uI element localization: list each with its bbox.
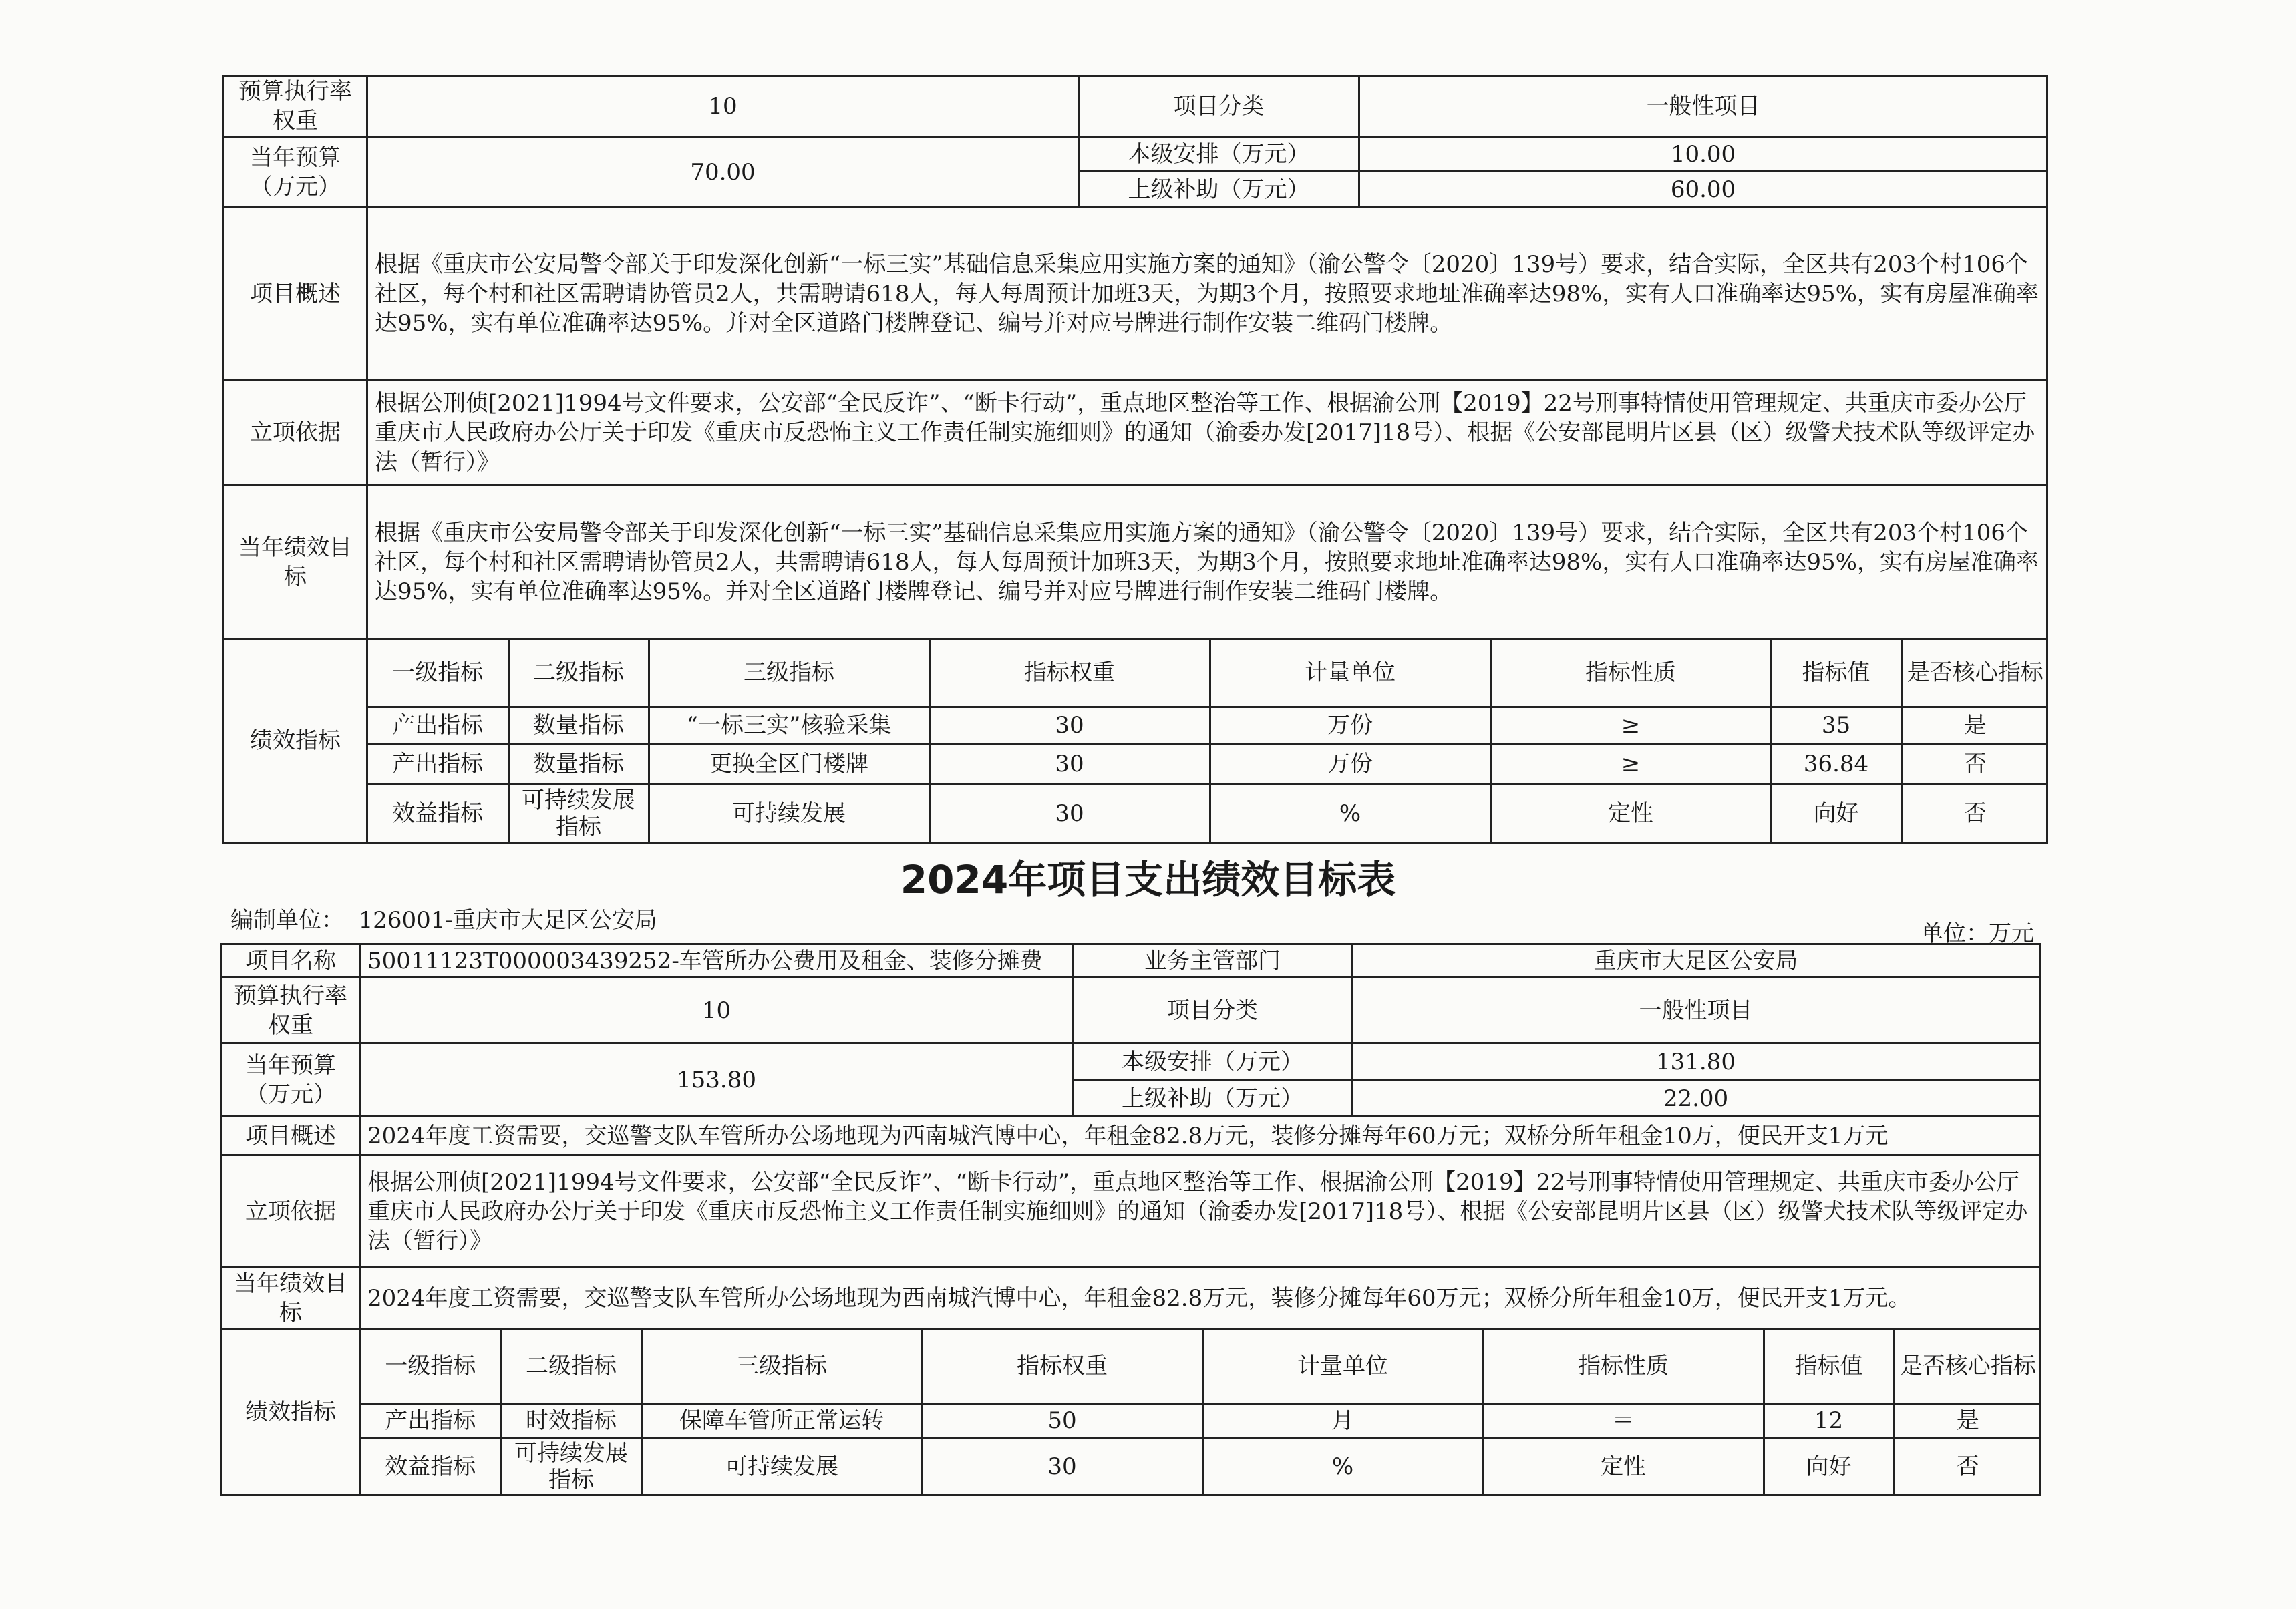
cell-nature: 定性 [1483,1438,1764,1494]
cell-level2: 可持续发展指标 [501,1438,641,1494]
project-basis-text: 根据公刑侦[2021]1994号文件要求，公安部“全民反诈”、“断卡行动”，重点地区整治等工作、根据渝公刑【2019】22号刑事特情使用管理规定、共重庆市委办公厅重庆市人民政府办公厅关于印发《重庆市反恐怖主义工作责任制实施细则》的通知（渝委办发[2017]18号）、根据《公安部昆明片区县（区）级警犬技术队等级评定办法（暂行）》 [367,380,2047,486]
project-table-2 [220,943,2041,1496]
header-level1: 一级指标 [368,640,508,707]
upper-subsidy-value: 60.00 [1359,172,2047,208]
header-weight: 指标权重 [929,640,1210,707]
project-basis-label: 立项依据 [222,1155,360,1268]
header-core: 是否核心指标 [1894,1330,2041,1403]
cell-value: 36.84 [1771,744,1901,784]
header-unit: 计量单位 [1202,1330,1483,1403]
table-row [368,707,2048,744]
local-funding-value: 131.80 [1352,1043,2040,1081]
category-value: 一般性项目 [1352,978,2040,1043]
header-level1: 一级指标 [361,1330,501,1403]
annual-budget-value: 70.00 [367,137,1079,208]
project-name-label: 项目名称 [222,944,360,978]
org-label: 编制单位： [230,907,344,934]
cell-level3: 可持续发展 [649,784,929,842]
annual-goal-label: 当年绩效目标 [222,1268,360,1329]
header-nature: 指标性质 [1483,1330,1764,1403]
category-value: 一般性项目 [1359,76,2047,137]
upper-subsidy-label: 上级补助（万元） [1074,1081,1352,1117]
budget-weight-label: 预算执行率权重 [222,978,360,1043]
table-row [368,784,2048,842]
page-title: 2024年项目支出绩效目标表 [900,857,1396,902]
local-funding-label: 本级安排（万元） [1074,1043,1352,1081]
project-name-value: 50011123T000003439252-车管所办公费用及租金、装修分摊费 [360,944,1074,978]
header-level3: 三级指标 [649,640,929,707]
indicator-grid [368,640,2048,842]
unit-label: 单位：万元 [1921,920,2034,947]
indicator-grid [361,1330,2041,1494]
cell-core: 是 [1894,1403,2041,1438]
project-table-1 [222,75,2048,844]
cell-level2: 数量指标 [508,707,649,744]
cell-level3: 可持续发展 [641,1438,922,1494]
table-row [368,744,2048,784]
cell-level3: 更换全区门楼牌 [649,744,929,784]
category-label: 项目分类 [1079,76,1359,137]
project-overview-text: 根据《重庆市公安局警令部关于印发深化创新“一标三实”基础信息采集应用实施方案的通知》（渝公警令〔2020〕139号）要求，结合实际，全区共有203个村106个社区，每个村和社区需聘请协管员2人，共需聘请618人，每人每周预计加班3天，为期3个月，按照要求地址准确率达98%，实有人口准确率达95%，实有房屋准确率达95%，实有单位准确率达95%。并对全区道路门楼牌登记、编号并对应号牌进行制作安装二维码门楼牌。 [367,208,2047,380]
cell-nature: 定性 [1490,784,1771,842]
project-overview-label: 项目概述 [224,208,367,380]
local-funding-label: 本级安排（万元） [1079,137,1359,172]
upper-subsidy-value: 22.00 [1352,1081,2040,1117]
cell-level1: 产出指标 [361,1403,501,1438]
indicator-header-row [361,1330,2041,1403]
project-basis-text: 根据公刑侦[2021]1994号文件要求，公安部“全民反诈”、“断卡行动”，重点地区整治等工作、根据渝公刑【2019】22号刑事特情使用管理规定、共重庆市委办公厅重庆市人民政府办公厅关于印发《重庆市反恐怖主义工作责任制实施细则》的通知（渝委办发[2017]18号）、根据《公安部昆明片区县（区）级警犬技术队等级评定办法（暂行）》 [360,1155,2040,1268]
org-line [230,902,657,934]
header-value: 指标值 [1764,1330,1894,1403]
table-row [361,1403,2041,1438]
header-unit: 计量单位 [1210,640,1490,707]
department-label: 业务主管部门 [1074,944,1352,978]
budget-weight-label: 预算执行率权重 [224,76,367,137]
indicators-label: 绩效指标 [222,1329,360,1495]
annual-goal-label: 当年绩效目标 [224,486,367,639]
annual-budget-label: 当年预算（万元） [222,1043,360,1117]
project-overview-label: 项目概述 [222,1117,360,1155]
cell-unit: % [1210,784,1490,842]
cell-level2: 可持续发展指标 [508,784,649,842]
budget-weight-value: 10 [360,978,1074,1043]
annual-goal-text: 根据《重庆市公安局警令部关于印发深化创新“一标三实”基础信息采集应用实施方案的通知》（渝公警令〔2020〕139号）要求，结合实际，全区共有203个村106个社区，每个村和社区需聘请协管员2人，共需聘请618人，每人每周预计加班3天，为期3个月，按照要求地址准确率达98%，实有人口准确率达95%，实有房屋准确率达95%，实有单位准确率达95%。并对全区道路门楼牌登记、编号并对应号牌进行制作安装二维码门楼牌。 [367,486,2047,639]
annual-goal-text: 2024年度工资需要，交巡警支队车管所办公场地现为西南城汽博中心，年租金82.8万元，装修分摊每年60万元；双桥分所年租金10万，便民开支1万元。 [360,1268,2040,1329]
cell-core: 否 [1901,744,2048,784]
project-overview-text: 2024年度工资需要，交巡警支队车管所办公场地现为西南城汽博中心，年租金82.8万元，装修分摊每年60万元；双桥分所年租金10万，便民开支1万元 [360,1117,2040,1155]
cell-core: 是 [1901,707,2048,744]
header-level2: 二级指标 [501,1330,641,1403]
cell-unit: 月 [1202,1403,1483,1438]
cell-level1: 效益指标 [368,784,508,842]
category-label: 项目分类 [1074,978,1352,1043]
header-level2: 二级指标 [508,640,649,707]
cell-unit: 万份 [1210,707,1490,744]
cell-value: 35 [1771,707,1901,744]
annual-budget-label: 当年预算（万元） [224,137,367,208]
cell-weight: 30 [929,707,1210,744]
cell-level2: 数量指标 [508,744,649,784]
cell-unit: % [1202,1438,1483,1494]
cell-level3: 保障车管所正常运转 [641,1403,922,1438]
cell-weight: 30 [922,1438,1202,1494]
cell-core: 否 [1901,784,2048,842]
indicator-header-row [368,640,2048,707]
cell-weight: 30 [929,784,1210,842]
cell-core: 否 [1894,1438,2041,1494]
cell-nature: ≥ [1490,744,1771,784]
header-weight: 指标权重 [922,1330,1202,1403]
header-core: 是否核心指标 [1901,640,2048,707]
cell-level1: 产出指标 [368,744,508,784]
department-value: 重庆市大足区公安局 [1352,944,2040,978]
upper-subsidy-label: 上级补助（万元） [1079,172,1359,208]
table-row [361,1438,2041,1494]
cell-weight: 50 [922,1403,1202,1438]
annual-budget-value: 153.80 [360,1043,1074,1117]
budget-weight-value: 10 [367,76,1079,137]
org-value: 126001-重庆市大足区公安局 [358,907,657,934]
header-value: 指标值 [1771,640,1901,707]
indicators-cell [360,1329,2040,1495]
cell-value: 12 [1764,1403,1894,1438]
cell-value: 向好 [1764,1438,1894,1494]
indicators-label: 绩效指标 [224,639,367,843]
indicators-cell [367,639,2047,843]
cell-unit: 万份 [1210,744,1490,784]
cell-level3: “一标三实”核验采集 [649,707,929,744]
cell-level1: 产出指标 [368,707,508,744]
cell-level2: 时效指标 [501,1403,641,1438]
cell-weight: 30 [929,744,1210,784]
cell-value: 向好 [1771,784,1901,842]
cell-nature: ＝ [1483,1403,1764,1438]
header-nature: 指标性质 [1490,640,1771,707]
cell-level1: 效益指标 [361,1438,501,1494]
header-level3: 三级指标 [641,1330,922,1403]
cell-nature: ≥ [1490,707,1771,744]
project-basis-label: 立项依据 [224,380,367,486]
local-funding-value: 10.00 [1359,137,2047,172]
